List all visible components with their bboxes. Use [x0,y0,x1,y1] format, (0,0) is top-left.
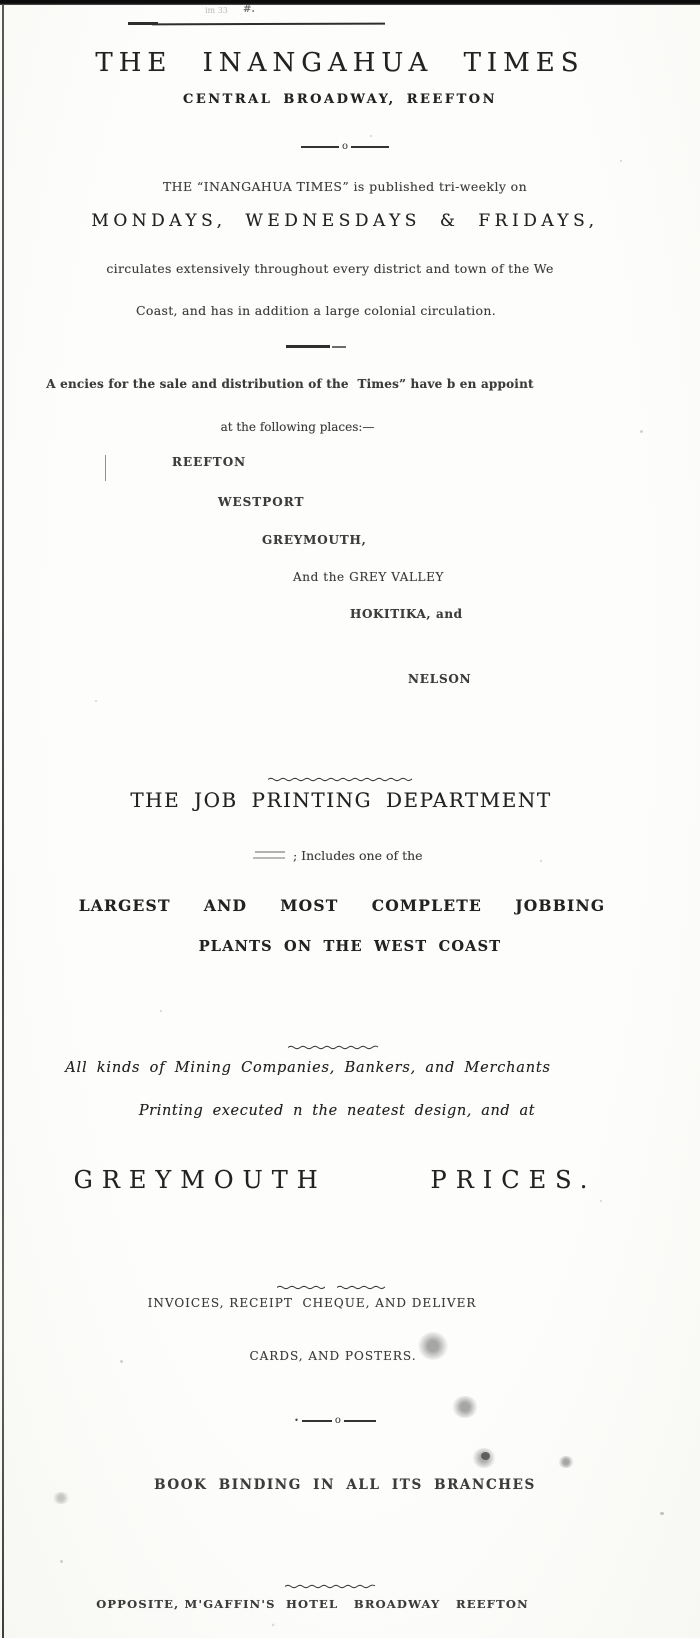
ink-smudge [418,1332,448,1360]
section-rule [286,345,330,348]
scan-left-edge-line [2,5,4,1638]
circulation-line-1: circulates extensively throughout every district and town of the We [106,261,554,276]
clients-line-2: Printing executed n the neatest design, and at [138,1103,536,1119]
scan-top-edge-bar [0,0,700,5]
masthead-address: CENTRAL BROADWAY, REEFTON [183,92,497,107]
agencies-intro-line-1: A encies for the sale and distribution of the Times” have b en appoint [46,377,534,391]
agencies-intro-line-2: at the following places:— [220,420,375,434]
job-printing-claim-line-2: PLANTS ON THE WEST COAST [198,938,502,955]
ornamental-divider-o: o [280,144,410,150]
wavy-divider [285,1545,381,1627]
ink-smudge [452,1396,478,1418]
products-line-2: CARDS, AND POSTERS. [249,1349,417,1363]
bookbinding-line: BOOK BINDING IN ALL ITS BRANCHES [154,1477,536,1493]
scan-scratch-mark [105,455,106,481]
masthead-title: THE INANGAHUA TIMES [95,48,585,78]
ink-speck-mark: ⸗ [272,1620,275,1629]
job-printing-includes-line: ; Includes one of the [293,848,423,863]
greymouth-prices-heading: GREYMOUTH PRICES. [73,1166,597,1194]
clients-line-1: All kinds of Mining Companies, Bankers, and Merchants [65,1060,551,1076]
ink-blot [481,1452,490,1460]
ornamental-divider-o: • o [293,1418,377,1424]
job-printing-claim-line-1: LARGEST AND MOST COMPLETE JOBBING [78,896,606,915]
wavy-divider-segment [337,1246,387,1328]
circulation-line-2: Coast, and has in addition a large colonial circulation. [136,303,496,318]
publication-schedule-line: THE “INANGAHUA TIMES” is published tri-weekly on [162,179,528,194]
ink-blot-mark: #. [243,4,255,15]
agency-place-westport: WESTPORT [218,495,305,509]
masthead-rule [152,23,385,26]
agency-place-grey-valley: And the GREY VALLEY [293,570,445,584]
job-printing-heading: THE JOB PRINTING DEPARTMENT [130,788,552,812]
ink-smudge-dash [255,851,285,853]
agency-place-greymouth: GREYMOUTH, [262,533,367,547]
ink-smudge [52,1492,70,1504]
agency-place-reefton: REEFTON [172,455,247,469]
publication-days-line: MONDAYS, WEDNESDAYS & FRIDAYS, [91,211,599,231]
agency-place-hokitika: HOKITIKA, and [350,607,463,621]
section-rule-tail [332,346,346,348]
ink-smudge [558,1456,574,1468]
agency-place-nelson: NELSON [408,672,472,686]
ink-smudge-dash [253,857,285,859]
footer-address-line: OPPOSITE, M'GAFFIN'S HOTEL BROADWAY REEFTON [96,1597,529,1611]
products-line-1: INVOICES, RECEIPT CHEQUE, AND DELIVER [147,1296,477,1310]
wavy-divider-segment [277,1246,325,1328]
scan-stamp-mark: im 33 [205,6,228,15]
